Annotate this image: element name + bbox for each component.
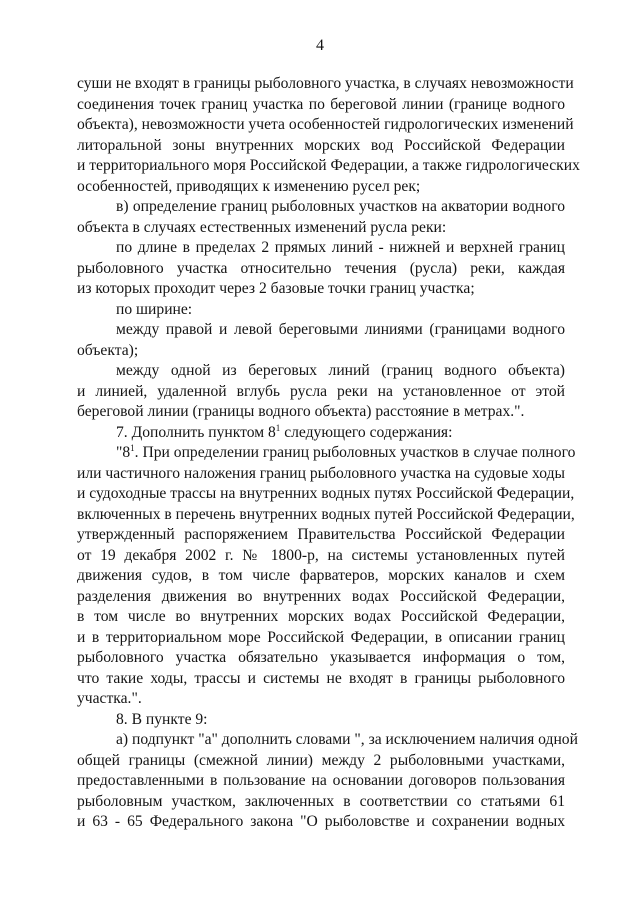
page-number: 4 (316, 37, 324, 54)
text-line: общей границы (смежной линии) между 2 рыболовными участками, (77, 751, 565, 769)
text-line: включенных в перечень внутренних водных путей Российской Федерации, (77, 505, 575, 523)
text-line: между одной из береговых линий (границ водного объекта) (116, 362, 565, 379)
text-line: разделения движения во внутренних водах Российской Федерации, (77, 587, 565, 605)
text-line: по длине в пределах 2 прямых линий - нижней и верхней границ (116, 239, 565, 256)
text-line: литоральной зоны внутренних морских вод Российской Федерации (77, 136, 565, 154)
text-line: и судоходные трассы на внутренних водных путях Российской Федерации, (77, 485, 575, 502)
text-line: рыболовным участком, заключенных в соответствии со статьями 61 (77, 792, 565, 810)
text-line: объекта в случаях естественных изменений русла реки: (77, 218, 447, 236)
text-line: и территориального моря Российской Федерации, а также гидрологических (77, 157, 580, 174)
superscript: 1 (275, 422, 281, 433)
text-line: в том числе во внутренних морских водах Российской Федерации, (77, 608, 565, 625)
text-line: береговой линии (границы водного объекта) расстояние в метрах.". (77, 403, 525, 420)
text-line: в) определение границ рыболовных участков на акватории водного (116, 198, 565, 215)
text-line: по ширине: (116, 300, 193, 318)
text-line: из которых проходит через 2 базовые точки границ участка; (77, 280, 475, 297)
text-line: суши не входят в границы рыболовного участка, в случаях невозможности (77, 75, 574, 92)
superscript: 1 (130, 443, 135, 453)
text-line: 8. В пункте 9: (116, 710, 208, 728)
text-line: 7. Дополнить пунктом $8^1$ следующего содержания: (116, 422, 453, 441)
text-line: движения судов, в том числе фарватеров, морских каналов и схем (77, 567, 565, 584)
text-line: и в территориальном море Российской Федерации, в описании границ (77, 628, 565, 646)
text-line: или частичного наложения границ рыболовного участка на судовые ходы (77, 464, 565, 482)
text-line: а) подпункт "а" дополнить словами ", за исключением наличия одной (116, 731, 578, 748)
text-line: утвержденный распоряжением Правительства Российской Федерации (77, 526, 565, 543)
text-line: объекта); (77, 341, 139, 359)
text-line: и линией, удаленной вглубь русла реки на установленное от этой (77, 382, 565, 400)
text-line: между правой и левой береговыми линиями (границами водного (116, 321, 565, 338)
text-line: участка.". (77, 690, 142, 707)
text-line: объекта), невозможности учета особенностей гидрологических изменений (77, 116, 574, 133)
text-line: рыболовного участка относительно течения (русла) реки, каждая (77, 259, 565, 277)
text-line: соединения точек границ участка по береговой линии (границе водного (77, 95, 565, 113)
text-line: что такие ходы, трассы и системы не входят в границы рыболовного (77, 669, 565, 687)
text-line: рыболовного участка обязательно указывается информация о том, (77, 649, 565, 666)
text-line: и 63 - 65 Федерального закона "О рыболовстве и сохранении водных (77, 813, 565, 830)
text-line: от 19 декабря 2002 г. № 1800-р, на системы установленных путей (77, 546, 565, 564)
text-line: "$8^1$. При определении границ рыболовных участков в случае полного (116, 443, 576, 461)
text-line: особенностей, приводящих к изменению русел рек; (77, 177, 421, 195)
text-line: предоставленными в пользование на основании договоров пользования (77, 772, 565, 789)
document-body (77, 74, 580, 833)
